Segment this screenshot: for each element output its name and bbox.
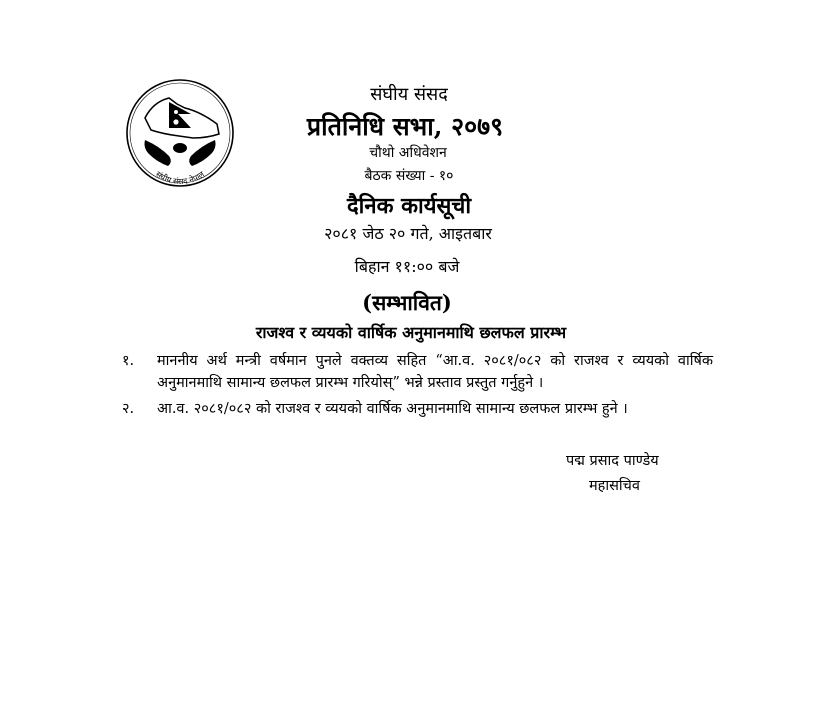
signatory-name: पद्म प्रसाद पाण्डेय bbox=[566, 453, 659, 469]
emblem-caption: संघीय संसद नेपाल bbox=[153, 169, 207, 187]
meeting-date: २०८१ जेठ २० गते, आइतबार bbox=[324, 224, 492, 243]
house-title: प्रतिनिधि सभा, २०७९ bbox=[306, 112, 504, 141]
agenda-item-number: २. bbox=[122, 401, 135, 417]
agenda-subject: राजश्व र व्ययको वार्षिक अनुमानमाथि छलफल प्रारम्भ bbox=[255, 323, 567, 342]
meeting-time: बिहान ११:०० बजे bbox=[354, 257, 460, 276]
signatory-title: महासचिव bbox=[589, 478, 640, 494]
meeting-number: बैठक संख्या - १० bbox=[364, 168, 454, 184]
tentative-label: (सम्भावित) bbox=[362, 290, 452, 315]
agenda-item-number: १. bbox=[122, 353, 135, 369]
session-label: चौथो अधिवेशन bbox=[369, 145, 447, 161]
agenda-item-text: माननीय अर्थ मन्त्री वर्षमान पुनले वक्तव्य सहित “आ.व. २०८१/०८२ को राजश्व र व्ययको वार्षिक अनुमानमाथि सामान्य छलफल प्रारम्भ गरियोस्” भन्ने प्रस्ताव प्रस्तुत गर्नुहुने । bbox=[157, 353, 713, 391]
organization-title: संघीय संसद bbox=[370, 84, 448, 105]
agenda-item-text: आ.व. २०८१/०८२ को राजश्व र व्ययको वार्षिक अनुमानमाथि सामान्य छलफल प्रारम्भ हुने । bbox=[157, 401, 628, 417]
parliament-emblem-icon bbox=[123, 78, 237, 188]
agenda-title: दैनिक कार्यसूची bbox=[346, 193, 472, 219]
